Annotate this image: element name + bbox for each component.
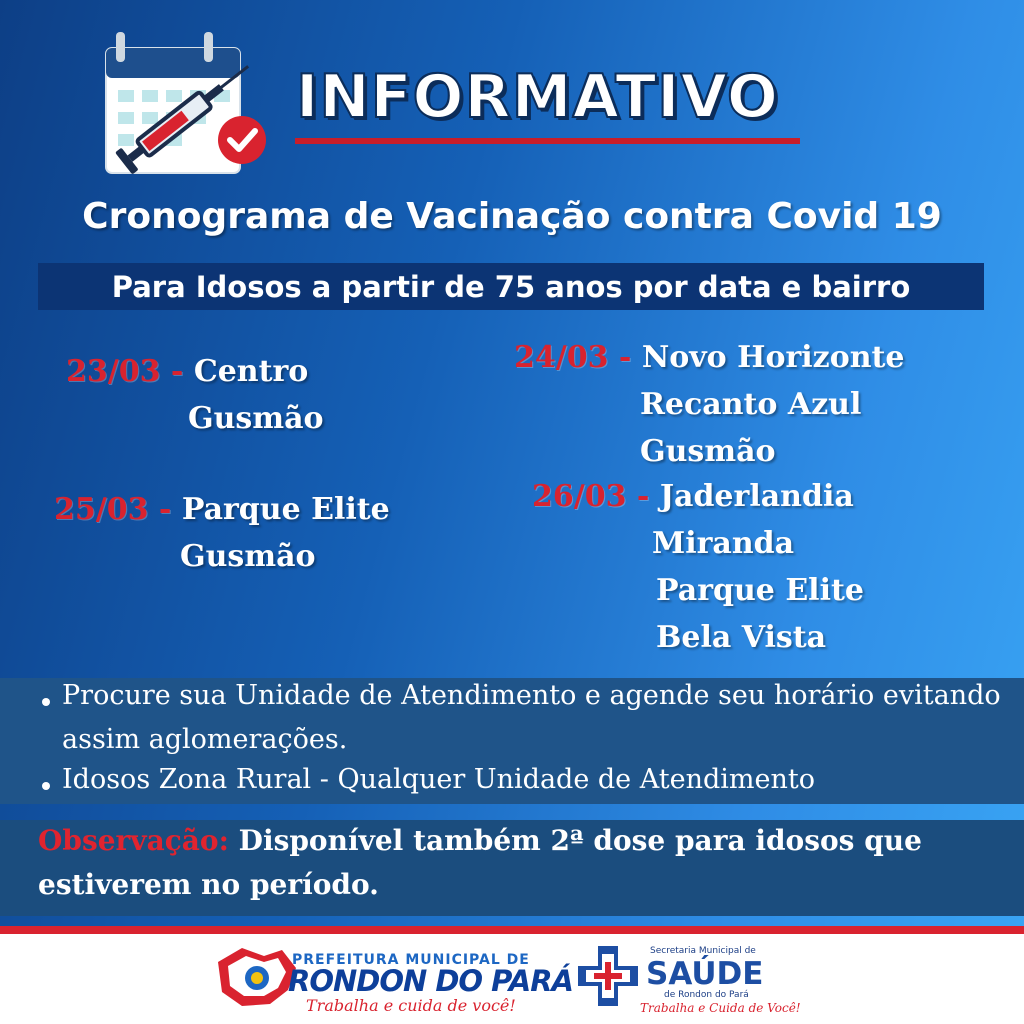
schedule-date: 25/03 - [54,492,172,527]
schedule-place: Centro [193,354,309,389]
schedule-date: 23/03 - [66,354,184,389]
footer-divider [0,926,1024,934]
audience-banner-text: Para Idosos a partir de 75 anos por data e bairro [111,269,911,304]
info-bullet-2: Idosos Zona Rural - Qualquer Unidade de Atendimento [62,764,815,795]
audience-banner [38,263,984,310]
schedule-place: Gusmão [180,539,316,574]
footer-logos [0,934,1024,1024]
schedule-item-2503 [54,486,390,580]
saude-subtitle: de Rondon do Pará [664,990,749,1000]
observation-text-1: Disponível também 2ª dose para idosos que [238,824,922,857]
schedule-place: Gusmão [188,401,324,436]
poster-subtitle: Cronograma de Vacinação contra Covid 19 [82,196,942,237]
schedule-date: 26/03 - [532,479,650,514]
prefeitura-name: RONDON DO PARÁ [288,964,573,998]
schedule-place: Parque Elite [656,573,864,608]
calendar-syringe-icon [92,28,272,188]
observation-panel [0,820,1024,916]
observation-label: Observação: [38,824,229,857]
prefeitura-slogan: Trabalha e cuida de você! [306,996,516,1015]
page-title: INFORMATIVO [296,62,779,132]
bullet-dot [42,782,50,790]
saude-slogan: Trabalha e Cuida de Você! [640,1001,801,1015]
schedule-item-2403 [514,334,905,475]
schedule-place: Bela Vista [656,620,827,655]
schedule-place: Jaderlandia [659,479,854,514]
title-underline [295,138,800,144]
schedule-place: Recanto Azul [640,387,862,422]
schedule-place: Novo Horizonte [641,340,905,375]
prefeitura-label: PREFEITURA MUNICIPAL DE [292,952,530,968]
health-cross-logo-icon [576,944,640,1008]
schedule-place: Parque Elite [181,492,390,527]
schedule-item-2603 [532,473,864,661]
saude-label: Secretaria Municipal de [650,946,756,956]
info-panel [0,678,1024,804]
schedule-place: Miranda [652,526,795,561]
observation-line-1 [38,824,922,857]
schedule-item-2303 [66,348,324,442]
info-bullet-1-line-1: Procure sua Unidade de Atendimento e agende seu horário evitando [62,680,1001,711]
info-bullet-1-line-2: assim aglomerações. [62,724,348,755]
schedule-place: Gusmão [640,434,776,469]
saude-name: SAÚDE [646,956,764,992]
observation-line-2: estiverem no período. [38,868,379,901]
bullet-dot [42,698,50,706]
schedule-date: 24/03 - [514,340,632,375]
